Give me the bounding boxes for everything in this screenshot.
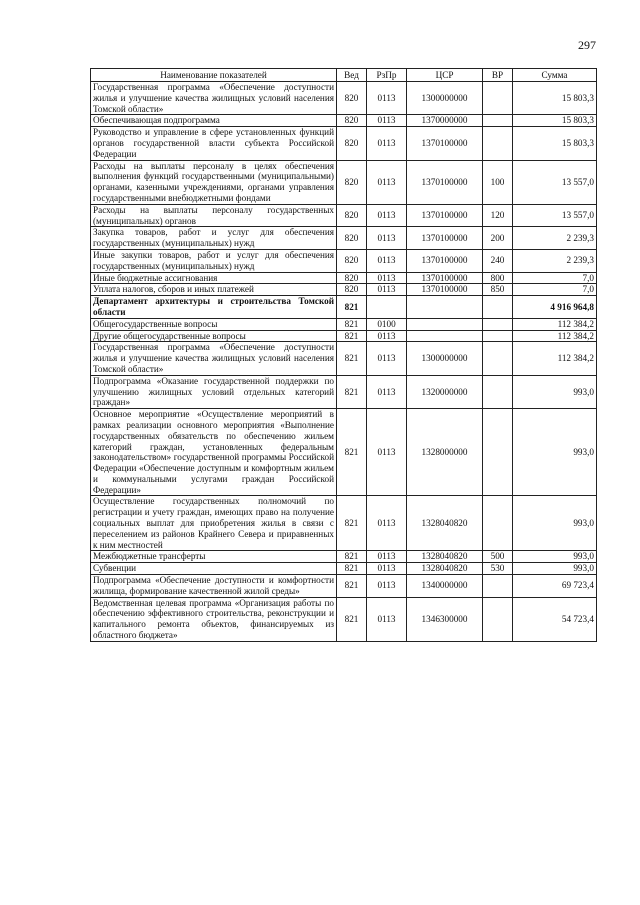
cell-rzpr: 0113 bbox=[367, 575, 407, 598]
cell-sum: 993,0 bbox=[513, 409, 597, 496]
cell-rzpr: 0113 bbox=[367, 227, 407, 250]
cell-csr: 1346300000 bbox=[407, 597, 483, 641]
cell-rzpr: 0113 bbox=[367, 563, 407, 575]
cell-vr: 120 bbox=[483, 204, 513, 227]
cell-csr: 1320000000 bbox=[407, 375, 483, 408]
cell-sum: 2 239,3 bbox=[513, 227, 597, 250]
cell-csr: 1328040820 bbox=[407, 496, 483, 551]
table-row bbox=[91, 496, 597, 551]
cell-sum: 7,0 bbox=[513, 284, 597, 296]
cell-rzpr: 0113 bbox=[367, 551, 407, 563]
cell-rzpr: 0113 bbox=[367, 284, 407, 296]
table-header-row bbox=[91, 69, 597, 82]
table-row bbox=[91, 575, 597, 598]
cell-sum: 993,0 bbox=[513, 551, 597, 563]
cell-csr: 1370100000 bbox=[407, 284, 483, 296]
cell-ved: 821 bbox=[337, 575, 367, 598]
cell-csr: 1340000000 bbox=[407, 575, 483, 598]
cell-rzpr: 0113 bbox=[367, 330, 407, 342]
cell-name: Межбюджетные трансферты bbox=[91, 551, 337, 563]
cell-sum: 2 239,3 bbox=[513, 249, 597, 272]
table-row bbox=[91, 330, 597, 342]
cell-name: Руководство и управление в сфере установленных функций органов государственной власти субъекта Российской Федерации bbox=[91, 127, 337, 160]
cell-name: Государственная программа «Обеспечение доступности жилья и улучшение качества жилищных условий населения Томской области» bbox=[91, 82, 337, 115]
table-row bbox=[91, 597, 597, 641]
cell-vr bbox=[483, 597, 513, 641]
cell-vr bbox=[483, 496, 513, 551]
table-row bbox=[91, 160, 597, 204]
table-row bbox=[91, 272, 597, 284]
cell-vr bbox=[483, 115, 513, 127]
cell-vr: 100 bbox=[483, 160, 513, 204]
cell-name: Подпрограмма «Оказание государственной поддержки по улучшению жилищных условий отдельных категорий граждан» bbox=[91, 375, 337, 408]
cell-csr: 1300000000 bbox=[407, 82, 483, 115]
cell-sum: 7,0 bbox=[513, 272, 597, 284]
cell-vr bbox=[483, 127, 513, 160]
cell-ved: 821 bbox=[337, 318, 367, 330]
header-sum: Сумма bbox=[513, 69, 597, 82]
cell-ved: 821 bbox=[337, 551, 367, 563]
cell-name: Основное мероприятие «Осуществление мероприятий в рамках реализации основного мероприятия «Выполнение государственных обязательств по обеспечению жильем категорий граждан, установленных федеральным законодательством» государственной программы Российской Федерации «Обеспечение доступным и комфортным жильем и коммунальными услугами граждан Российской Федерации» bbox=[91, 409, 337, 496]
cell-vr bbox=[483, 82, 513, 115]
table-row bbox=[91, 82, 597, 115]
header-vr: ВР bbox=[483, 69, 513, 82]
cell-vr bbox=[483, 296, 513, 319]
cell-name: Субвенции bbox=[91, 563, 337, 575]
cell-sum: 15 803,3 bbox=[513, 115, 597, 127]
cell-name: Общегосударственные вопросы bbox=[91, 318, 337, 330]
cell-rzpr: 0113 bbox=[367, 82, 407, 115]
cell-ved: 820 bbox=[337, 204, 367, 227]
cell-ved: 821 bbox=[337, 409, 367, 496]
cell-vr bbox=[483, 575, 513, 598]
table-row bbox=[91, 127, 597, 160]
cell-ved: 821 bbox=[337, 296, 367, 319]
cell-rzpr: 0113 bbox=[367, 160, 407, 204]
cell-csr: 1370100000 bbox=[407, 127, 483, 160]
cell-csr: 1328040820 bbox=[407, 551, 483, 563]
cell-rzpr: 0113 bbox=[367, 496, 407, 551]
cell-rzpr: 0100 bbox=[367, 318, 407, 330]
cell-sum: 15 803,3 bbox=[513, 82, 597, 115]
table-row bbox=[91, 284, 597, 296]
cell-ved: 821 bbox=[337, 330, 367, 342]
cell-csr: 1370100000 bbox=[407, 272, 483, 284]
cell-csr: 1370100000 bbox=[407, 249, 483, 272]
table-row bbox=[91, 409, 597, 496]
cell-sum: 993,0 bbox=[513, 563, 597, 575]
cell-vr: 500 bbox=[483, 551, 513, 563]
cell-ved: 821 bbox=[337, 342, 367, 375]
cell-ved: 820 bbox=[337, 272, 367, 284]
table-row bbox=[91, 551, 597, 563]
cell-vr: 200 bbox=[483, 227, 513, 250]
cell-name: Осуществление государственных полномочий по регистрации и учету граждан, имеющих право на получение социальных выплат для приобретения жилья в связи с переселением из районов Крайнего Севера и приравненных к ним местностей bbox=[91, 496, 337, 551]
cell-ved: 820 bbox=[337, 227, 367, 250]
cell-ved: 821 bbox=[337, 563, 367, 575]
cell-name: Ведомственная целевая программа «Организация работы по обеспечению эффективного строительства, реконструкции и капитального ремонта объектов, финансируемых из областного бюджета» bbox=[91, 597, 337, 641]
cell-rzpr: 0113 bbox=[367, 272, 407, 284]
cell-csr: 1328000000 bbox=[407, 409, 483, 496]
budget-table bbox=[90, 68, 597, 642]
table-row bbox=[91, 318, 597, 330]
cell-csr: 1300000000 bbox=[407, 342, 483, 375]
table-row bbox=[91, 563, 597, 575]
page-number: 297 bbox=[578, 38, 596, 52]
cell-csr: 1370100000 bbox=[407, 160, 483, 204]
cell-sum: 69 723,4 bbox=[513, 575, 597, 598]
cell-rzpr: 0113 bbox=[367, 375, 407, 408]
cell-ved: 820 bbox=[337, 160, 367, 204]
cell-sum: 993,0 bbox=[513, 375, 597, 408]
cell-vr bbox=[483, 342, 513, 375]
cell-csr: 1370000000 bbox=[407, 115, 483, 127]
cell-vr: 850 bbox=[483, 284, 513, 296]
cell-ved: 821 bbox=[337, 375, 367, 408]
cell-sum: 13 557,0 bbox=[513, 160, 597, 204]
cell-vr bbox=[483, 330, 513, 342]
cell-vr: 530 bbox=[483, 563, 513, 575]
cell-rzpr: 0113 bbox=[367, 127, 407, 160]
cell-name: Иные бюджетные ассигнования bbox=[91, 272, 337, 284]
cell-vr: 800 bbox=[483, 272, 513, 284]
cell-rzpr: 0113 bbox=[367, 249, 407, 272]
table-row bbox=[91, 227, 597, 250]
cell-ved: 821 bbox=[337, 597, 367, 641]
cell-sum: 112 384,2 bbox=[513, 330, 597, 342]
cell-csr bbox=[407, 318, 483, 330]
table-row bbox=[91, 296, 597, 319]
cell-rzpr: 0113 bbox=[367, 115, 407, 127]
cell-ved: 821 bbox=[337, 496, 367, 551]
table-row bbox=[91, 249, 597, 272]
table-row bbox=[91, 375, 597, 408]
cell-rzpr: 0113 bbox=[367, 409, 407, 496]
table-body bbox=[91, 82, 597, 642]
cell-sum: 13 557,0 bbox=[513, 204, 597, 227]
cell-ved: 820 bbox=[337, 115, 367, 127]
cell-name: Закупка товаров, работ и услуг для обеспечения государственных (муниципальных) нужд bbox=[91, 227, 337, 250]
cell-sum: 993,0 bbox=[513, 496, 597, 551]
cell-csr: 1328040820 bbox=[407, 563, 483, 575]
table-row bbox=[91, 204, 597, 227]
cell-vr bbox=[483, 375, 513, 408]
cell-name: Уплата налогов, сборов и иных платежей bbox=[91, 284, 337, 296]
header-rzpr: РзПр bbox=[367, 69, 407, 82]
cell-name: Государственная программа «Обеспечение доступности жилья и улучшение качества жилищных условий населения Томской области» bbox=[91, 342, 337, 375]
cell-name: Расходы на выплаты персоналу государственных (муниципальных) органов bbox=[91, 204, 337, 227]
table-row bbox=[91, 115, 597, 127]
cell-ved: 820 bbox=[337, 284, 367, 296]
table-row bbox=[91, 342, 597, 375]
cell-sum: 112 384,2 bbox=[513, 342, 597, 375]
cell-csr: 1370100000 bbox=[407, 227, 483, 250]
cell-name: Обеспечивающая подпрограмма bbox=[91, 115, 337, 127]
cell-name: Расходы на выплаты персоналу в целях обеспечения выполнения функций государственными (муниципальными) органами, казенными учреждениями, органами управления государственными внебюджетными фондами bbox=[91, 160, 337, 204]
cell-sum: 4 916 964,8 bbox=[513, 296, 597, 319]
cell-name: Иные закупки товаров, работ и услуг для обеспечения государственных (муниципальных) нужд bbox=[91, 249, 337, 272]
cell-csr bbox=[407, 330, 483, 342]
cell-vr bbox=[483, 409, 513, 496]
cell-rzpr: 0113 bbox=[367, 204, 407, 227]
cell-ved: 820 bbox=[337, 249, 367, 272]
cell-name: Подпрограмма «Обеспечение доступности и комфортности жилища, формирование качественной жилой среды» bbox=[91, 575, 337, 598]
cell-name: Департамент архитектуры и строительства Томской области bbox=[91, 296, 337, 319]
cell-sum: 112 384,2 bbox=[513, 318, 597, 330]
cell-rzpr bbox=[367, 296, 407, 319]
cell-csr bbox=[407, 296, 483, 319]
cell-vr bbox=[483, 318, 513, 330]
cell-rzpr: 0113 bbox=[367, 597, 407, 641]
cell-sum: 15 803,3 bbox=[513, 127, 597, 160]
cell-rzpr: 0113 bbox=[367, 342, 407, 375]
cell-ved: 820 bbox=[337, 82, 367, 115]
header-name: Наименование показателей bbox=[91, 69, 337, 82]
cell-vr: 240 bbox=[483, 249, 513, 272]
cell-sum: 54 723,4 bbox=[513, 597, 597, 641]
cell-ved: 820 bbox=[337, 127, 367, 160]
cell-csr: 1370100000 bbox=[407, 204, 483, 227]
cell-name: Другие общегосударственные вопросы bbox=[91, 330, 337, 342]
header-csr: ЦСР bbox=[407, 69, 483, 82]
header-ved: Вед bbox=[337, 69, 367, 82]
